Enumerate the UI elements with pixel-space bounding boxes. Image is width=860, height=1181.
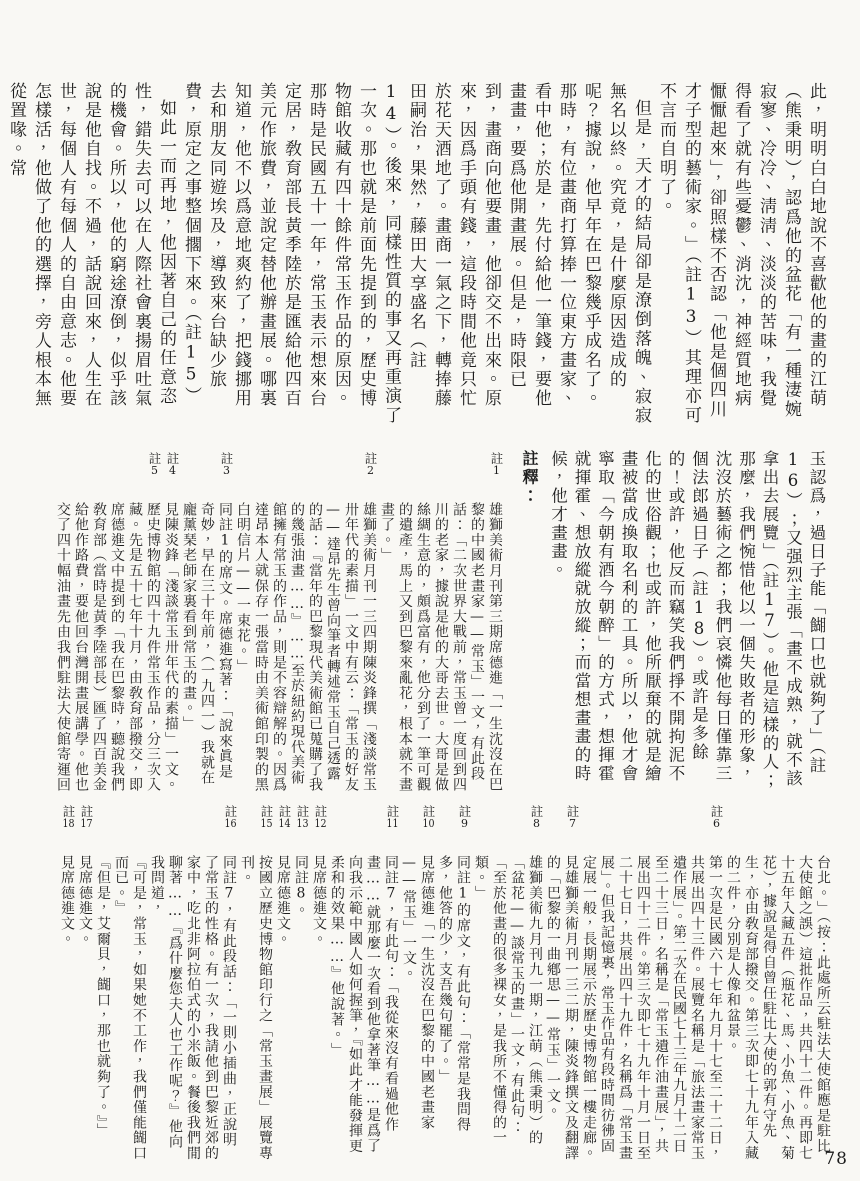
note-text: 雄獅美術月刊一三四期陳炎鋒撰「淺談常玉卅年代的素描」一文中有云：「常玉的好友——達昂先生曾向筆者轉述常玉自己透露的話：『當年的巴黎現代美術館已蒐購了我的幾張油畫……』……至於紐約現代美術館擁有常玉的作品，則是不容辯解的。因爲達昂本人就保存一張當時由美術館印製的黑白明信片——一束花。」: [235, 502, 377, 793]
note-number: 註9: [457, 805, 472, 829]
note-text: 見席德進文。: [77, 855, 93, 947]
note-11: [328, 803, 400, 1161]
note-13: [292, 803, 310, 1161]
note-text: 按國立歷史博物館印行之「常玉畫展」展覽專刊。: [239, 855, 273, 1161]
note-14: [274, 803, 292, 1161]
note-4: [162, 450, 180, 794]
note-text: 見席德進文。: [59, 855, 75, 947]
note-text: 見陳炎鋒「淺談常玉卅年代的素描」一文。: [163, 502, 179, 793]
note-6: [580, 803, 724, 1161]
note-5: [54, 450, 162, 794]
note-8: [472, 803, 544, 1161]
paragraph: 但是，天才的結局卻是潦倒落魄、寂寂無名以終。究竟，是什麼原因造成的呢？據說，他早年在巴黎幾乎成名了。那時，有位畫商打算捧一位東方畫家、看中他；於是，先付給他一筆錢，要他畫畫，要爲他開畫展。但是，時限已到，畫商向他要畫，他卻交不出來。原來，因爲手頭有錢，這段時間他竟只忙於花天酒地了。畫商一氣之下，轉捧藤田嗣治，果然，藤田大享盛名（註14）。後來，同樣性質的事又再重演了一次。那也就是前面先提到的，歷史博物館收藏有四十餘件常玉作品的原因。那時是民國五十一年，常玉表示想來台定居，敎育部長黃季陸於是匯給他四百美元作旅費，並說定替他辦畫展。哪裏知道，他不以爲意地爽約了，把錢挪用去和朋友同遊埃及，導致來台缺少旅費，原定之事整個擱下來。（註15）: [181, 82, 651, 426]
note-text: 同註7，有此段話：「一則小插曲，正說明了常玉的性格。有一次，我請他到巴黎近郊的家中，吃北非阿拉伯式的小米飯。餐後我們閒聊著……『爲什麼您夫人也工作呢？』他向我問道，: [149, 855, 237, 1161]
note-number: 註18: [61, 805, 76, 829]
note-number: 註12: [313, 805, 328, 829]
note-9: [436, 803, 472, 1161]
note-2: [234, 450, 378, 794]
note-text: 歷史博物館的四十九件常玉作品，分三次入藏。先是五十七年十月，由敎育部撥交，即席德進文中提到的「我在巴黎時，聽說我們敎育部（當時是黃季陸部長）匯了四百美金給他作路費，要他回台灣開畫展講學。他也交了四十幅油畫先由我們駐法大使館寄運回: [55, 502, 161, 793]
paragraph: 如此一而再地，他因著自己的任意恣性，錯失去可以在人際社會裏揚眉吐氣的機會。所以，他的窮途潦倒，似乎該說是他自找。不過，話說回來，人生在世，每個人有每個人的自由意志。他要怎樣活，他做了他的選擇，旁人根本無從置喙。常: [6, 82, 176, 409]
note-7: [544, 803, 580, 1161]
note-5-continuation: [724, 803, 832, 1161]
note-number: 註3: [219, 452, 234, 476]
note-number: 註2: [363, 452, 378, 476]
note-number: 註11: [385, 805, 400, 829]
note-text: 見席德進文。: [311, 855, 327, 947]
note-17: [76, 803, 94, 1161]
note-number: 註16: [223, 805, 238, 829]
note-number: 註17: [79, 805, 94, 829]
note-number: 註15: [259, 805, 274, 829]
middle-band: [28, 450, 828, 794]
note-text: 見席德進文。: [275, 855, 291, 947]
note-number: 註1: [489, 452, 504, 476]
note-18: [58, 803, 76, 1161]
note-12: [310, 803, 328, 1161]
note-3: [180, 450, 234, 794]
note-text: 雄獅美術九月刊九一期，江萌（熊秉明）的「盆花——談常玉的畫」一文，有此句：「至於他畫的很多裸女，是我所不懂得的一類。」: [473, 855, 543, 1146]
paragraph: 玉認爲，過日子能「餬口也就夠了」（註16）；又强烈主張「畫不成熟，就不該拿出去展覽」（註17）。他是這樣的人；那麼，我們惋惜他以一個失敗者的形象，沈沒於藝術之都；我們哀憐他每日僅靠三個法郎過日子（註18）。或許是多餘的！或許，他反而竊笑我們掙不開拘泥不化的世俗觀；也或許，他所厭棄的就是繪畫被當成換取名利的工具。所以，他才會寧取「今朝有酒今朝醉」的方式，想揮霍就揮霍、想放縱就放縱；而當想畫畫的時候，他才畫畫。: [548, 450, 826, 790]
note-number: 註4: [165, 452, 180, 476]
note-number: 註6: [709, 805, 724, 829]
page-number: 78: [824, 1149, 848, 1169]
note-text: 台北。」（按：此處所云駐法大使館應是駐比大使館之誤）這批作品，共四十二件。再即七十五年入藏五件（瓶花、馬、小魚、小魚、菊花），據說是得自曾任駐比大使的郭有守先生，亦由敎育部撥交。第三次即七十九年入藏的二件，分別是人像和盆景。: [725, 855, 831, 1161]
note-text: 第一次是民國六十七年九月十七至二十二日，共展出四十三件。展覽名稱是「旅法畫家常玉遺作展」。第二次在民國七十三年九月十二日至二十三日，名稱是「常玉遺作油畫展」，共展出四十二件。第三次即七十九年十月一日至二十七日，共展出四十九件，名稱爲「常玉畫展」。但我記憶裏，常玉作品有段時間彷彿固定展一般，長期展示於歷史博物館一樓走廊。: [581, 855, 723, 1161]
note-text: 同註8。: [293, 855, 309, 919]
note-text: 見席德進「一生沈沒在巴黎的中國老畫家——常玉」一文。: [401, 855, 435, 1131]
note-number: 註5: [147, 452, 162, 476]
note-number: 註7: [565, 805, 580, 829]
bottom-band: [28, 803, 832, 1161]
note-text: 同註1的席文，有此句：「常常是我問得多，他答的少，支吾幾句罷了。」: [437, 855, 471, 1133]
note-text: 雄獅美術月刊第三期席德進「一生沈沒在巴黎的中國老畫家——常玉」一文，有此段話：「二次世界大戰前，常玉曾一度回到四川的老家，據說是他的大哥去世。大哥是做絲綢生意的，頗爲富有，他分到了一筆可觀的遺產，馬上又到巴黎來亂花，根本就不畫畫了。」: [379, 502, 503, 793]
note-15: [238, 803, 274, 1161]
notes-section-heading: 註釋：: [520, 450, 539, 506]
paragraph: 此，明明白白地說不喜歡他的畫的江萌（熊秉明），認爲他的盆花「有一種淒婉寂寥、冷冷、淸淸、淡淡的苦味，我覺得看了就有些憂鬱、消沈，神經質地病懨懨起來」，卻照樣不否認「他是個四川才子型的藝術家。」（註13）其理亦可不言而自明了。: [656, 82, 826, 426]
note-number: 註14: [277, 805, 292, 829]
note-text: 『可是，常玉，如果她不工作，我們僅能餬口而已。』: [113, 855, 147, 1161]
note-text: 同註7，有此句：「我從來沒有看過他作畫……就那麼一次看到他拿著筆……是爲了向我示範中國人如何握筆，『如此才能發揮更柔和的效果……』他說著。」: [329, 855, 399, 1154]
note-text: 見雄獅美術月刊一三二期，陳炎鋒撰文及翻譯的「巴黎的一曲鄕思——常玉」一文。: [545, 855, 579, 1161]
note-number: 註10: [421, 805, 436, 829]
note-10: [400, 803, 436, 1161]
note-16: [94, 803, 238, 1161]
note-number: 註8: [529, 805, 544, 829]
note-text: 『但是，艾爾貝，餬口，那也就夠了。』」: [95, 855, 111, 1139]
note-text: 同註1的席文。席德進寫著：「說來眞是奇妙，早在三十年前，（一九四一）我就在龐薰琹老師家裏看到常玉的畫。」: [181, 502, 233, 786]
note-number: 註13: [295, 805, 310, 829]
main-text-top-band: [6, 82, 828, 427]
note-1: [378, 450, 504, 794]
